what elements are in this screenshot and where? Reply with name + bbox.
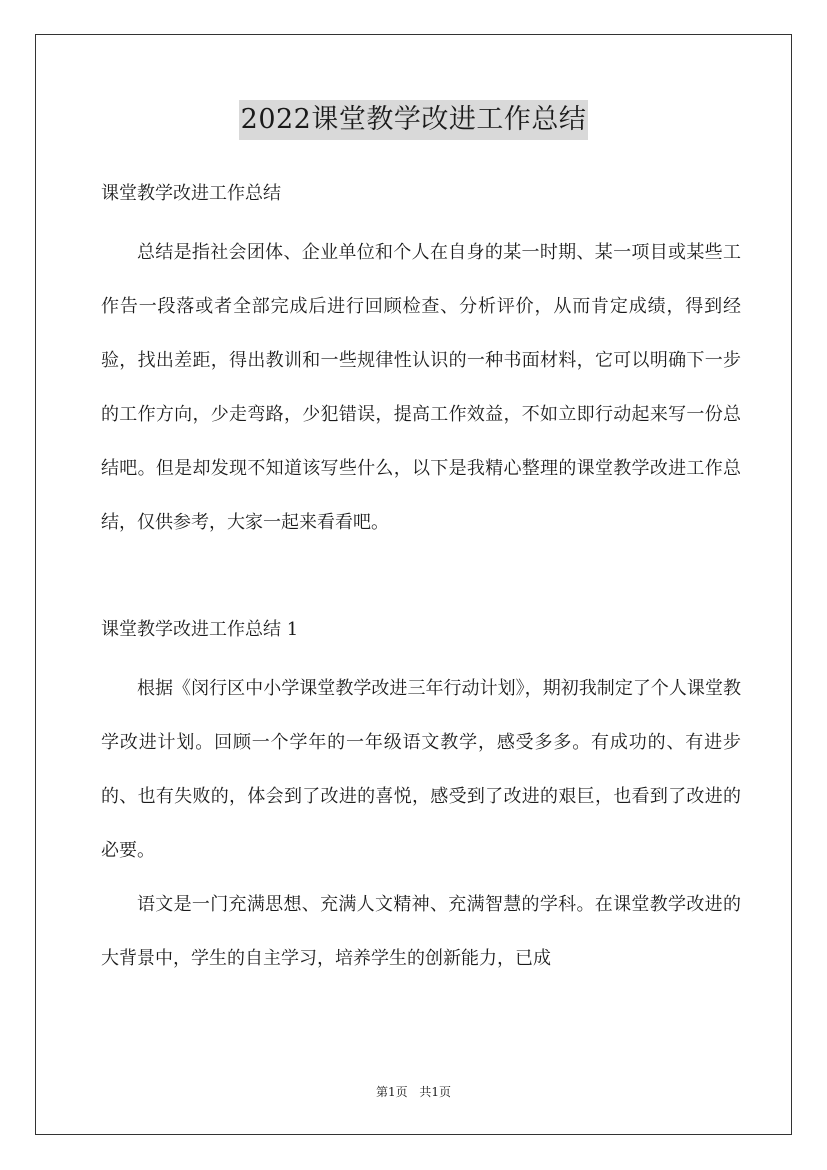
section-spacer [101,550,741,608]
page-total: 共1页 [419,1085,452,1099]
document-title: 2022课堂教学改进工作总结 [239,100,589,140]
section1-paragraph: 语文是一门充满思想、充满人文精神、充满智慧的学科。在课堂教学改进的大背景中，学生的自主学习，培养学生的创新能力，已成 [101,894,741,969]
section1-heading: 课堂教学改进工作总结 1 [101,619,299,640]
page-footer [0,1083,827,1101]
intro-heading: 课堂教学改进工作总结 [101,183,281,204]
title-container [0,100,827,140]
intro-paragraph: 总结是指社会团体、企业单位和个人在自身的某一时期、某一项目或某些工作告一段落或者全部完成后进行回顾检查、分析评价，从而肯定成绩，得到经验，找出差距，得出教训和一些规律性认识的一种书面材料，它可以明确下一步的工作方向，少走弯路，少犯错误，提高工作效益，不如立即行动起来写一份总结吧。但是却发现不知道该写些什么，以下是我精心整理的课堂教学改进工作总结，仅供参考，大家一起来看看吧。 [101,242,741,533]
page-number: 第1页 [375,1085,408,1099]
document-body [101,172,741,986]
section1-paragraph: 根据《闵行区中小学课堂教学改进三年行动计划》，期初我制定了个人课堂教学改进计划。回顾一个学年的一年级语文教学，感受多多。有成功的、有进步的、也有失败的，体会到了改进的喜悦，感受到了改进的艰巨，也看到了改进的必要。 [101,678,741,861]
